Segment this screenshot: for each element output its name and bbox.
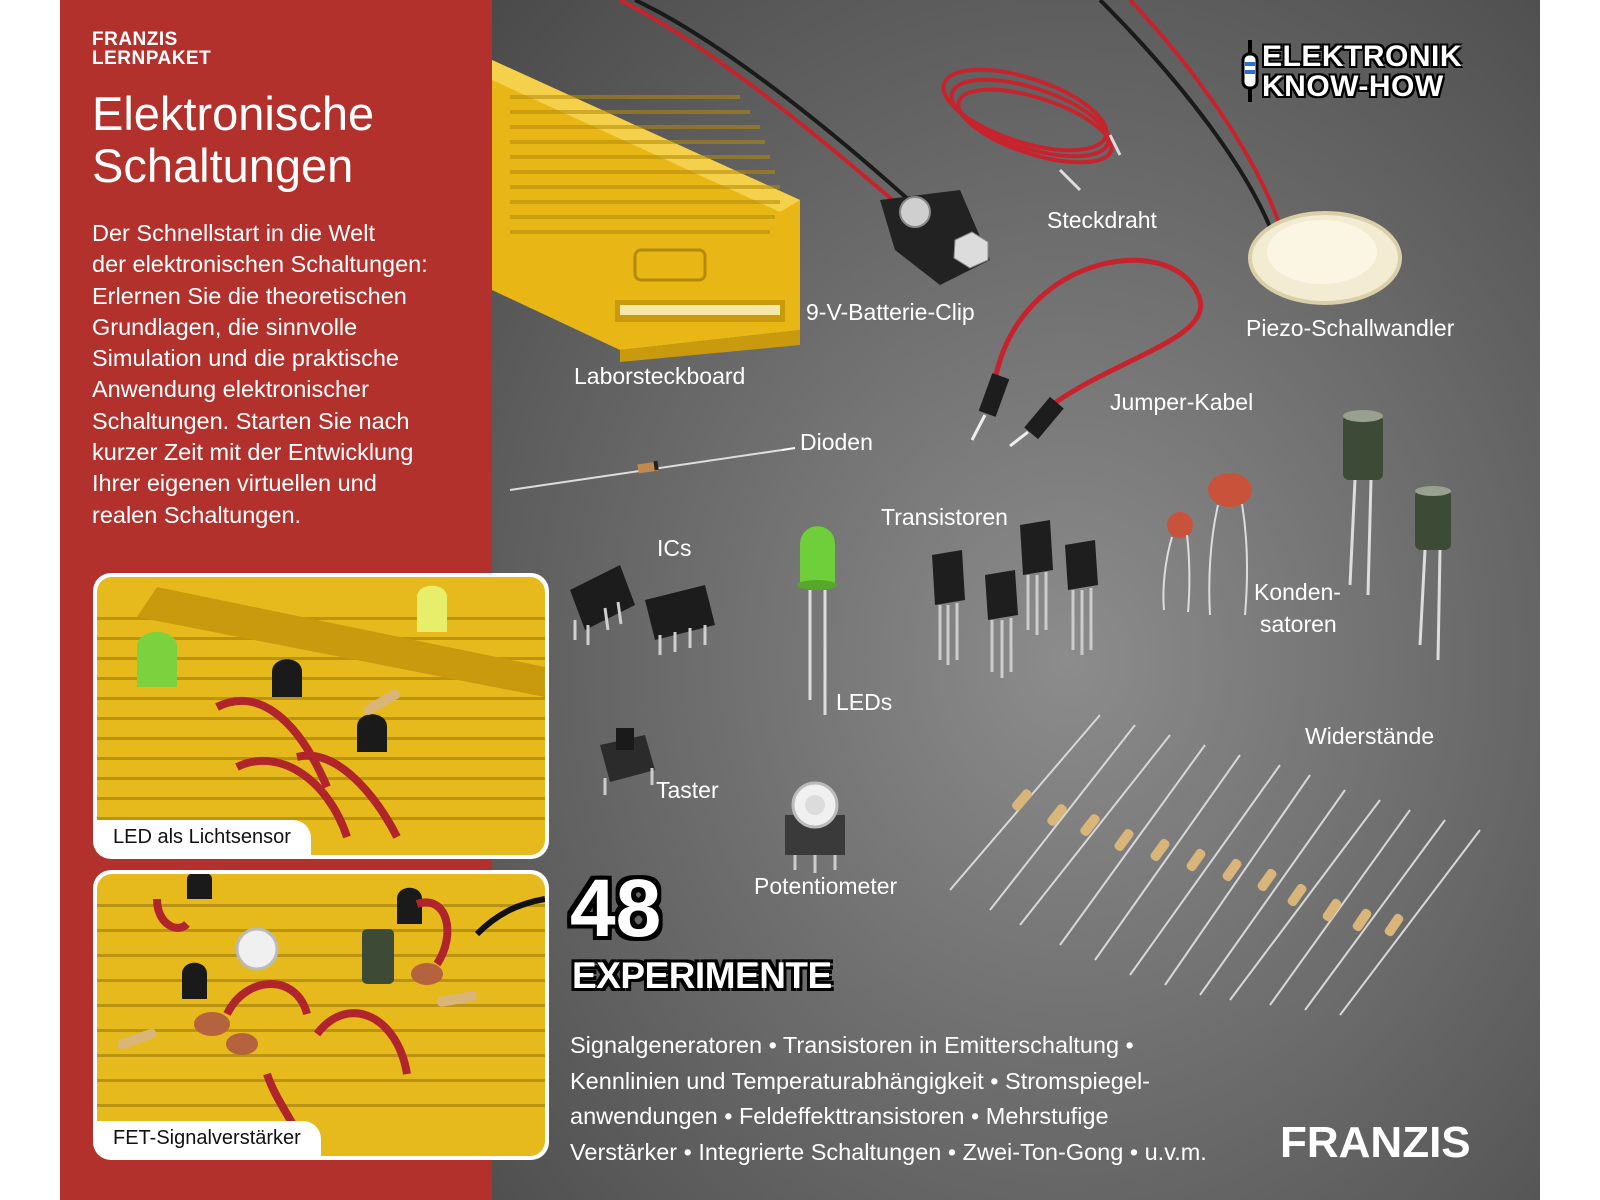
page-title (92, 88, 482, 192)
intro-line: kurzer Zeit mit der Entwicklung (92, 439, 414, 466)
label-piezo: Piezo-Schallwandler (1246, 315, 1455, 341)
experiment-word: EXPERIMENTE (572, 955, 832, 996)
capacitors-line-2: satoren (1260, 611, 1337, 637)
hookup-wire-illustration (934, 53, 1120, 190)
title-line-2: Schaltungen (92, 139, 354, 192)
potentiometer-illustration (785, 783, 845, 873)
transistor-illustration (932, 520, 1098, 678)
franzis-logo: FRANZIS (1280, 1118, 1471, 1167)
experiment-topics (570, 1028, 1250, 1170)
photo-frame (97, 874, 545, 1156)
logo-line-1: ELEKTRONIK (1262, 40, 1462, 73)
experiment-count: 48 (570, 863, 662, 954)
label-ics: ICs (657, 535, 692, 561)
label-breadboard: Laborsteckboard (574, 363, 746, 389)
photo-fet-amplifier (93, 870, 549, 1160)
intro-line: Grundlagen, die sinnvolle (92, 313, 358, 340)
topic-line: anwendungen • Feldeffekttransistoren • Mehrstufige (570, 1103, 1109, 1130)
logo-line-2: KNOW-HOW (1262, 70, 1444, 103)
intro-line: Der Schnellstart in die Welt (92, 220, 375, 246)
label-potentiometer: Potentiometer (754, 873, 898, 899)
label-steckdraht: Steckdraht (1047, 207, 1157, 233)
electrolytic-capacitor-illustration (1343, 410, 1451, 660)
intro-line: Erlernen Sie die theoretischen (92, 282, 407, 309)
topic-line: Verstärker • Integrierte Schaltungen • Zwei-Ton-Gong • u.v.m. (570, 1138, 1207, 1165)
intro-line: Anwendung elektronischer (92, 376, 369, 403)
label-transistors: Transistoren (881, 504, 1008, 530)
intro-text (92, 218, 482, 531)
label-battery-clip: 9-V-Batterie-Clip (806, 299, 975, 325)
label-capacitors (1254, 578, 1341, 638)
photo-caption: LED als Lichtsensor (97, 820, 311, 855)
breadboard-illustration (492, 60, 800, 362)
topic-line: Signalgeneratoren • Transistoren in Emitterschaltung • (570, 1032, 1134, 1058)
breadboard-photo-2 (97, 874, 545, 1156)
label-jumper: Jumper-Kabel (1110, 389, 1254, 415)
product-sheet (60, 0, 1540, 1200)
intro-line: Simulation und die praktische (92, 345, 399, 372)
photo-led-light-sensor (93, 573, 549, 859)
brand-line-2: LERNPAKET (92, 48, 212, 69)
tactile-switch-illustration (600, 728, 655, 795)
photo-frame (97, 577, 545, 855)
series-brand-label (92, 30, 211, 68)
diode-illustration (510, 448, 795, 490)
title-line-1: Elektronische (92, 87, 375, 140)
label-resistors: Widerstände (1305, 723, 1435, 749)
brand-line-1: FRANZIS (92, 29, 178, 50)
intro-line: der elektronischen Schaltungen: (92, 251, 428, 278)
ic-illustration (570, 565, 715, 655)
resistor-illustration (950, 715, 1480, 1015)
led-illustration (797, 526, 837, 715)
capacitors-line-1: Konden- (1254, 579, 1341, 605)
photo-caption: FET-Signalverstärker (97, 1121, 321, 1156)
intro-line: realen Schaltungen. (92, 501, 302, 528)
label-leds: LEDs (836, 689, 893, 715)
intro-line: Schaltungen. Starten Sie nach (92, 407, 410, 434)
breadboard-photo-1 (97, 577, 545, 855)
logo-resistor-icon (1240, 40, 1260, 102)
label-diodes: Dioden (800, 429, 873, 455)
topic-line: Kennlinien und Temperaturabhängigkeit • Stromspiegel- (570, 1067, 1150, 1094)
ceramic-capacitor-illustration (1163, 473, 1252, 615)
intro-line: Ihrer eigenen virtuellen und (92, 470, 377, 497)
label-tactile-switch: Taster (656, 777, 719, 803)
jumper-cable-illustration (972, 260, 1201, 446)
elektronik-know-how-logo (1240, 40, 1480, 102)
